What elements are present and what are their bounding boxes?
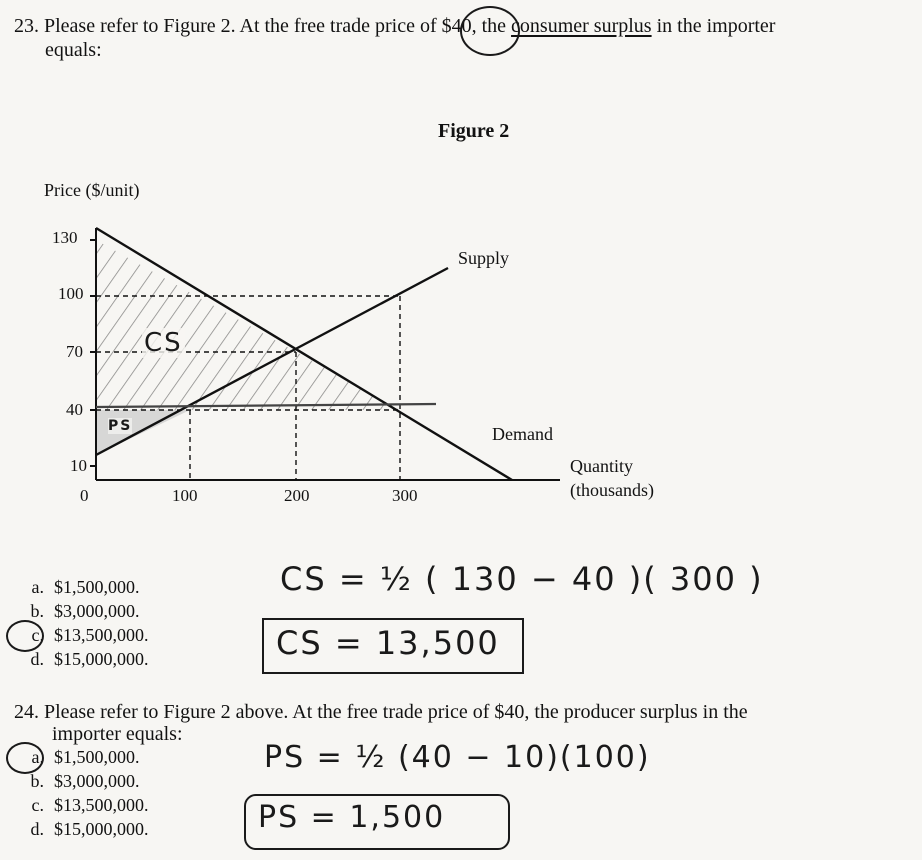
q23-option-c: c. $13,500,000. bbox=[31, 625, 149, 645]
figure-title: Figure 2 bbox=[438, 120, 510, 142]
y-tick-100: 100 bbox=[58, 284, 84, 303]
q24-option-a: a. $1,500,000. bbox=[31, 747, 140, 767]
question-23-number: 23. bbox=[14, 15, 39, 37]
y-axis-label: Price ($/unit) bbox=[44, 180, 140, 200]
q24-work-line2: PS = 1,500 bbox=[258, 800, 446, 835]
q24-work-line1: PS = ½ (40 − 10)(100) bbox=[264, 740, 651, 775]
question-23-line2: equals: bbox=[45, 39, 102, 61]
q23-work-box-mark bbox=[262, 618, 524, 674]
q24-option-d: d. $15,000,000. bbox=[30, 819, 149, 839]
x-tick-100: 100 bbox=[172, 486, 198, 505]
x-axis-label-line2: (thousands) bbox=[570, 480, 654, 500]
y-tick-130: 130 bbox=[52, 228, 78, 247]
q23-option-b: b. $3,000,000. bbox=[30, 601, 140, 621]
x-axis-label-line1: Quantity bbox=[570, 456, 633, 476]
question-23-text-before: Please refer to Figure 2. At the free trade price of $40, the bbox=[44, 15, 507, 37]
q23-work-line2: CS = 13,500 bbox=[276, 624, 500, 662]
x-tick-200: 200 bbox=[284, 486, 310, 505]
question-23-text-after: in the importer bbox=[656, 15, 776, 37]
question-24 bbox=[14, 700, 914, 724]
cs-handwritten-label: CS bbox=[144, 328, 183, 358]
x-tick-300: 300 bbox=[392, 486, 418, 505]
q24-work-box-mark bbox=[244, 794, 510, 850]
y-tick-70: 70 bbox=[66, 342, 83, 361]
supply-label: Supply bbox=[458, 248, 510, 268]
x-tick-0: 0 bbox=[80, 486, 89, 505]
q23-option-a: a. $1,500,000. bbox=[31, 577, 140, 597]
y-tick-10: 10 bbox=[70, 456, 87, 475]
q24-option-b: b. $3,000,000. bbox=[30, 771, 140, 791]
question-23-underlined-text: consumer surplus bbox=[511, 15, 652, 37]
q23-work-line1: CS = ½ ( 130 − 40 )( 300 ) bbox=[280, 560, 764, 598]
question-24-number: 24. bbox=[14, 701, 39, 723]
q23-option-d: d. $15,000,000. bbox=[30, 649, 149, 669]
y-tick-40: 40 bbox=[66, 400, 83, 419]
question-24-text: Please refer to Figure 2 above. At the free trade price of $40, the producer surplus in the bbox=[44, 701, 748, 723]
question-24-line2: importer equals: bbox=[52, 723, 183, 745]
q24-option-c: c. $13,500,000. bbox=[31, 795, 149, 815]
demand-label: Demand bbox=[492, 424, 553, 444]
ps-handwritten-label: PS bbox=[108, 418, 133, 434]
